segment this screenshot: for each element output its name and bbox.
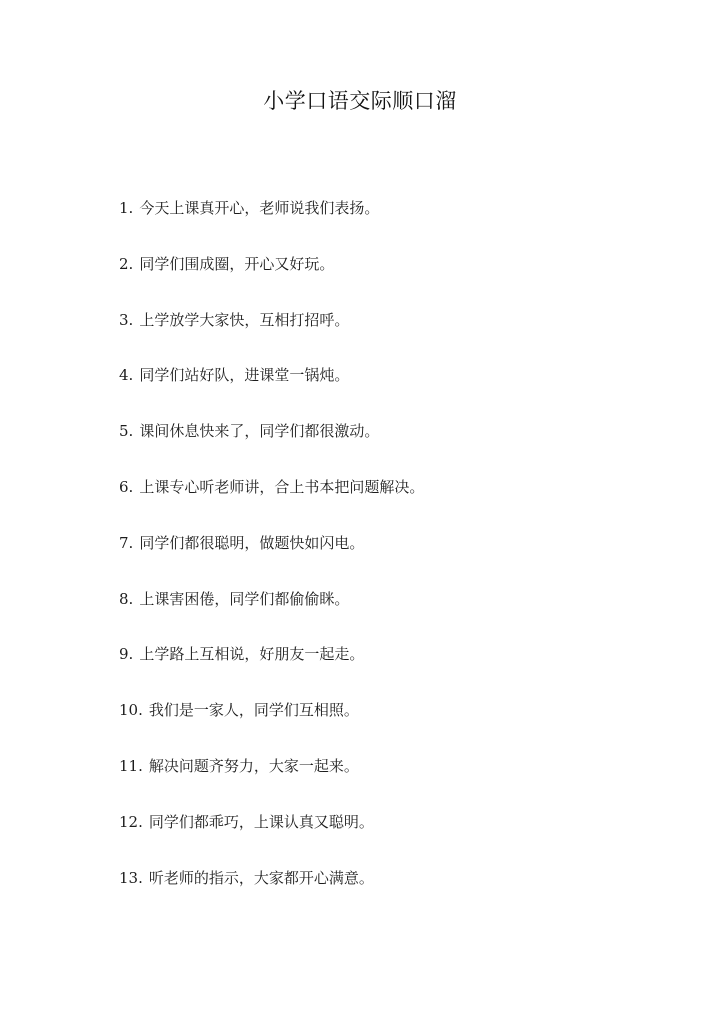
list-item: [119, 807, 679, 863]
item-text: 同学们围成圈，开心又好玩。: [139, 254, 335, 273]
item-number: 11.: [119, 756, 143, 775]
item-text: 听老师的指示，大家都开心满意。: [148, 868, 374, 887]
list-item: [119, 249, 679, 305]
item-number: 10.: [119, 701, 143, 720]
item-number: 9.: [119, 645, 134, 664]
item-text: 课间休息快来了，同学们都很激动。: [139, 422, 380, 441]
item-text: 同学们站好队，进课堂一锅炖。: [139, 366, 350, 385]
list-item: [119, 639, 679, 695]
item-text: 今天上课真开心，老师说我们表扬。: [139, 199, 380, 217]
item-number: 3.: [119, 310, 134, 329]
list-item: [119, 751, 679, 807]
list-item: [119, 584, 679, 640]
item-number: 5.: [119, 422, 134, 441]
list-item: [119, 695, 679, 751]
item-text: 同学们都乖巧，上课认真又聪明。: [148, 812, 374, 831]
item-number: 12.: [119, 812, 143, 831]
item-number: 2.: [119, 254, 134, 273]
document-title: 小学口语交际顺口溜: [263, 89, 457, 113]
list-item: [119, 472, 679, 528]
list-item: [119, 528, 679, 584]
item-text: 解决问题齐努力，大家一起来。: [148, 756, 359, 775]
item-text: 上课害困倦，同学们都偷偷眯。: [139, 589, 350, 608]
list-item: [119, 305, 679, 361]
list-item: [119, 360, 679, 416]
item-text: 上学放学大家快，互相打招呼。: [139, 310, 350, 329]
item-number: 13.: [119, 868, 143, 887]
list-item: [119, 863, 679, 919]
list-item: [119, 193, 679, 249]
item-number: 7.: [119, 533, 134, 552]
item-text: 上课专心听老师讲，合上书本把问题解决。: [139, 477, 425, 496]
item-number: 4.: [119, 366, 134, 385]
item-text: 同学们都很聪明，做题快如闪电。: [139, 533, 365, 552]
item-number: 6.: [119, 477, 134, 496]
item-number: 1.: [119, 199, 134, 217]
item-text: 上学路上互相说，好朋友一起走。: [139, 645, 365, 664]
rhyme-list: [119, 193, 679, 918]
item-number: 8.: [119, 589, 134, 608]
item-text: 我们是一家人，同学们互相照。: [148, 701, 359, 720]
list-item: [119, 416, 679, 472]
